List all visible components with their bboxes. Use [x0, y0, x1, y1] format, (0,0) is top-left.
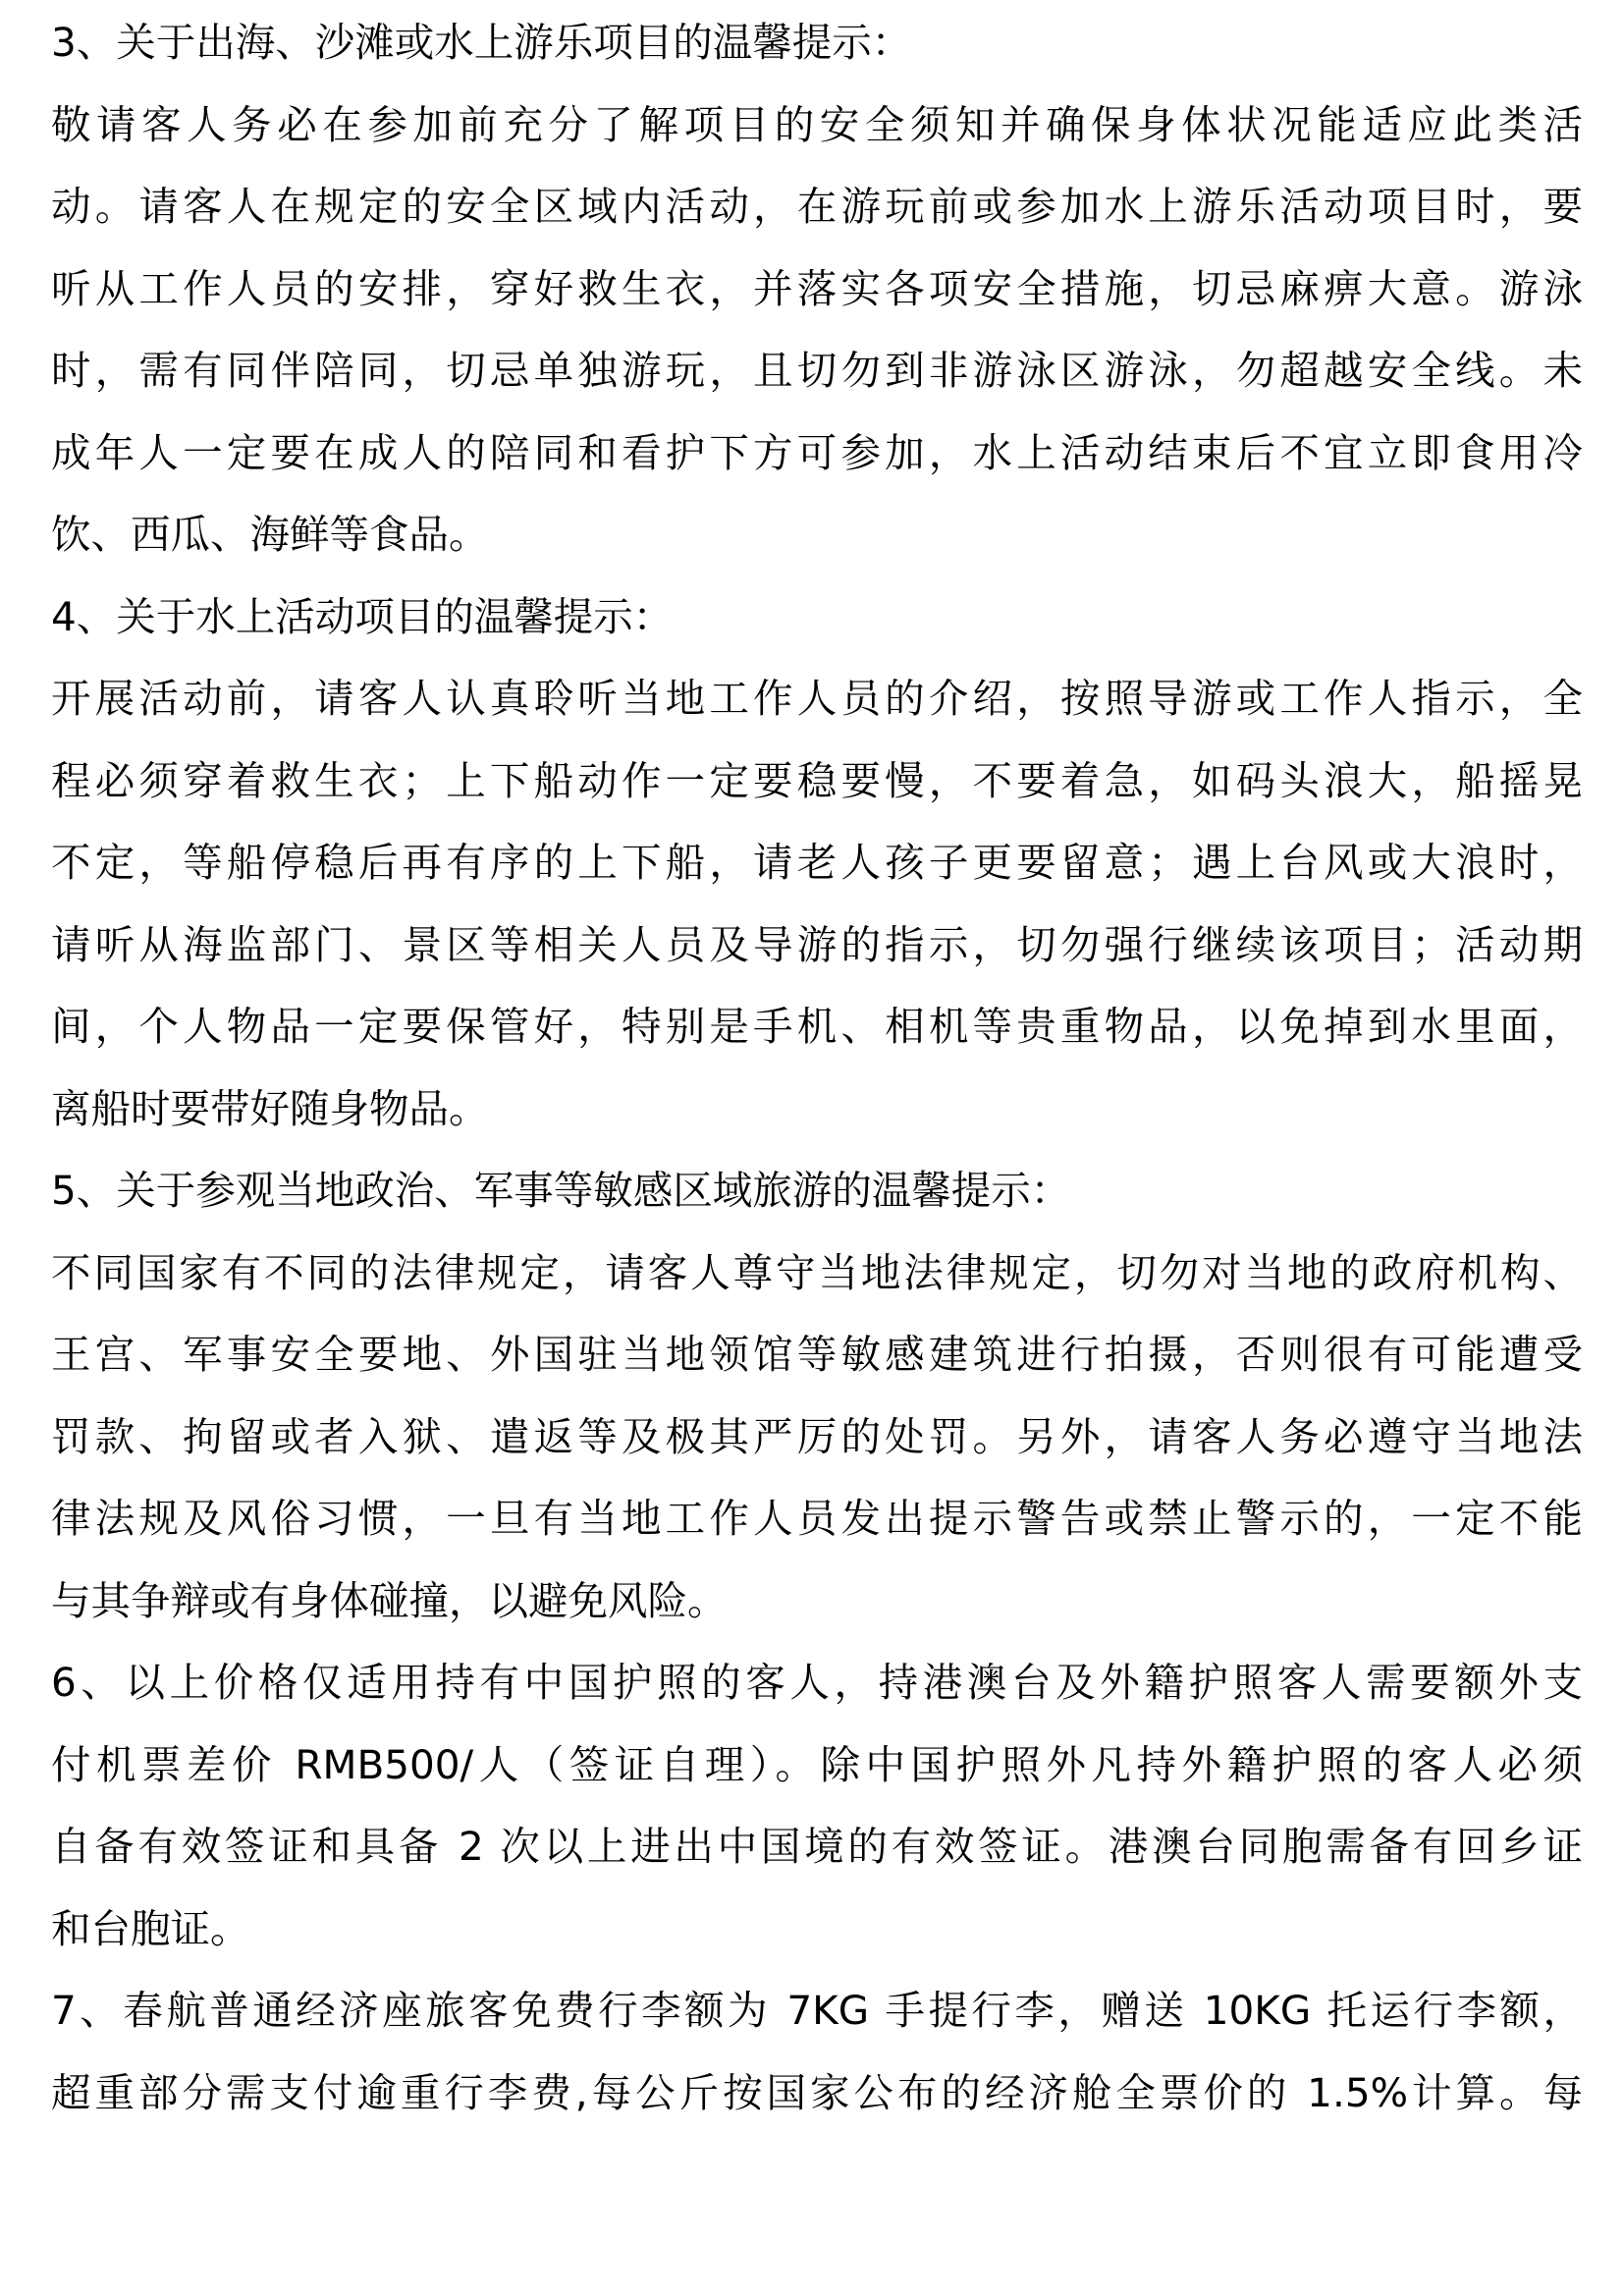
text-line: 7、春航普通经济座旅客免费行李额为 7KG 手提行李，赠送 10KG 托运行李额， — [51, 1987, 1583, 2034]
text-line: 与其争辩或有身体碰撞，以避免风险。 — [51, 1576, 728, 1624]
text-line: 饮、西瓜、海鲜等食品。 — [51, 511, 489, 558]
text-line: 时，需有同伴陪同，切忌单独游玩，且切勿到非游泳区游泳，勿超越安全线。未 — [51, 347, 1583, 394]
text-line: 成年人一定要在成人的陪同和看护下方可参加，水上活动结束后不宜立即食用冷 — [51, 428, 1583, 476]
text-line: 超重部分需支付逾重行李费,每公斤按国家公布的经济舱全票价的 1.5%计算。每 — [51, 2068, 1583, 2116]
text-line: 付机票差价 RMB500/人（签证自理）。除中国护照外凡持外籍护照的客人必须 — [51, 1740, 1583, 1788]
text-line: 间，个人物品一定要保管好，特别是手机、相机等贵重物品，以免掉到水里面， — [51, 1003, 1583, 1050]
text-line: 王宫、军事安全要地、外国驻当地领馆等敏感建筑进行拍摄，否则很有可能遭受 — [51, 1331, 1583, 1378]
text-line: 和台胞证。 — [51, 1904, 250, 1952]
text-line: 5、关于参观当地政治、军事等敏感区域旅游的温馨提示： — [51, 1167, 1071, 1214]
text-line: 6、以上价格仅适用持有中国护照的客人，持港澳台及外籍护照客人需要额外支 — [51, 1659, 1583, 1706]
text-line: 动。请客人在规定的安全区域内活动，在游玩前或参加水上游乐活动项目时，要 — [51, 183, 1583, 230]
text-line: 敬请客人务必在参加前充分了解项目的安全须知并确保身体状况能适应此类活 — [51, 100, 1583, 148]
text-line: 开展活动前，请客人认真聆听当地工作人员的介绍，按照导游或工作人指示，全 — [51, 675, 1583, 722]
text-line: 律法规及风俗习惯，一旦有当地工作人员发出提示警告或禁止警示的，一定不能 — [51, 1495, 1583, 1542]
text-line: 不定，等船停稳后再有序的上下船，请老人孩子更要留意；遇上台风或大浪时， — [51, 839, 1583, 886]
text-line: 听从工作人员的安排，穿好救生衣，并落实各项安全措施，切忌麻痹大意。游泳 — [51, 264, 1583, 312]
document-page — [51, 2, 1583, 2134]
text-line: 罚款、拘留或者入狱、遣返等及极其严厉的处罚。另外，请客人务必遵守当地法 — [51, 1412, 1583, 1460]
text-line: 离船时要带好随身物品。 — [51, 1084, 489, 1132]
text-line: 请听从海监部门、景区等相关人员及导游的指示，切勿强行继续该项目；活动期 — [51, 920, 1583, 968]
text-line: 程必须穿着救生衣；上下船动作一定要稳要慢，不要着急，如码头浪大，船摇晃 — [51, 756, 1583, 804]
text-line: 3、关于出海、沙滩或水上游乐项目的温馨提示： — [51, 19, 912, 66]
text-line: 4、关于水上活动项目的温馨提示： — [51, 592, 674, 640]
text-line: 自备有效签证和具备 2 次以上进出中国境的有效签证。港澳台同胞需备有回乡证 — [51, 1823, 1583, 1870]
text-line: 不同国家有不同的法律规定，请客人尊守当地法律规定，切勿对当地的政府机构、 — [51, 1248, 1583, 1296]
